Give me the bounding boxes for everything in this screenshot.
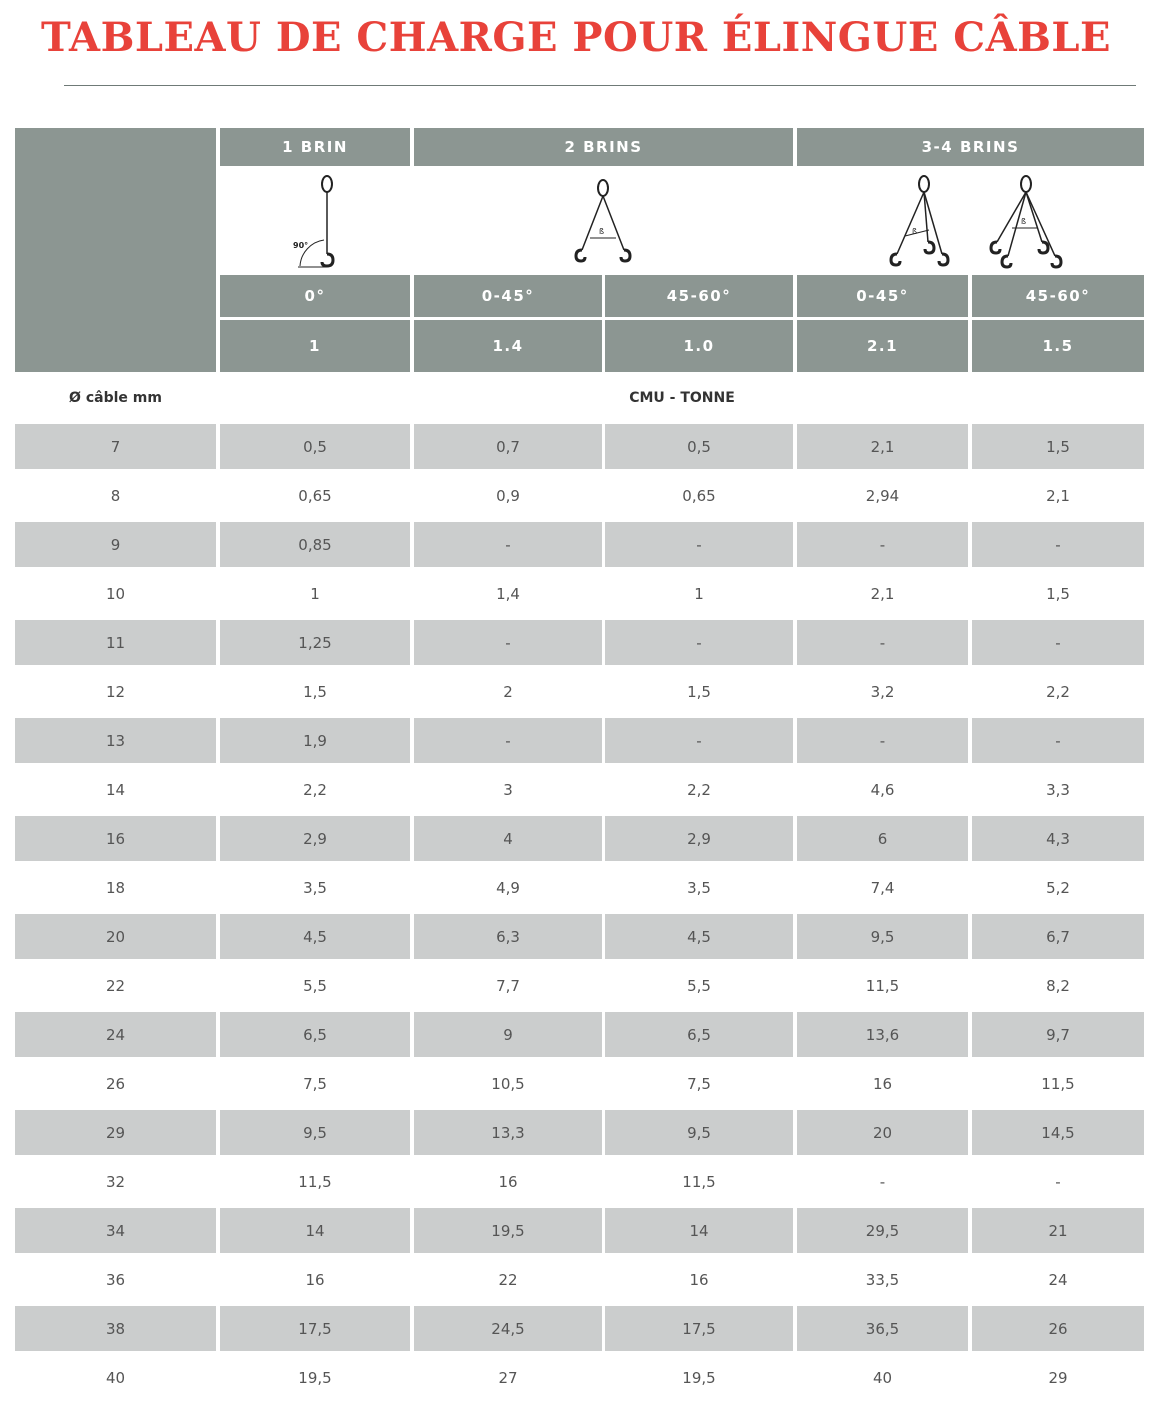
cell-2-brins-0-45: 2 [414,669,602,714]
angle-cell: 0° [220,275,410,317]
cell-1-brin-0: 14 [220,1208,410,1253]
cell-3-4-brins-45-60: - [972,620,1144,665]
multi-leg-sling-icon [797,166,1144,274]
cell-3-4-brins-0-45: - [797,620,968,665]
cell-1-brin-0: 5,5 [220,963,410,1008]
cell-diameter: 22 [15,963,216,1008]
cell-2-brins-45-60: 9,5 [605,1110,793,1155]
diagram-2-brins [414,166,793,274]
cell-1-brin-0: 9,5 [220,1110,410,1155]
cell-1-brin-0: 1,25 [220,620,410,665]
cell-2-brins-45-60: 14 [605,1208,793,1253]
cell-3-4-brins-0-45: 3,2 [797,669,968,714]
cell-3-4-brins-0-45: 16 [797,1061,968,1106]
diagram-3-4-brins [797,166,1144,274]
cell-2-brins-45-60: 5,5 [605,963,793,1008]
cell-2-brins-45-60: 6,5 [605,1012,793,1057]
cell-3-4-brins-45-60: 24 [972,1257,1144,1302]
cell-3-4-brins-45-60: 2,1 [972,473,1144,518]
cell-1-brin-0: 4,5 [220,914,410,959]
cell-diameter: 12 [15,669,216,714]
diameter-label: Ø câble mm [69,390,162,406]
diagram-1-brin [220,166,410,274]
cell-2-brins-0-45: 4 [414,816,602,861]
cell-3-4-brins-0-45: 36,5 [797,1306,968,1351]
factor-cell: 1 [220,320,410,372]
cell-1-brin-0: 0,5 [220,424,410,469]
cell-3-4-brins-0-45: - [797,1159,968,1204]
cell-3-4-brins-45-60: 21 [972,1208,1144,1253]
cell-3-4-brins-0-45: 29,5 [797,1208,968,1253]
cell-2-brins-0-45: 16 [414,1159,602,1204]
angle-cell: 45-60° [605,275,793,317]
cell-3-4-brins-0-45: 2,1 [797,571,968,616]
cell-3-4-brins-0-45: 13,6 [797,1012,968,1057]
cell-3-4-brins-45-60: - [972,522,1144,567]
cell-2-brins-45-60: 1,5 [605,669,793,714]
cell-3-4-brins-0-45: - [797,718,968,763]
cell-diameter: 13 [15,718,216,763]
factor-cell: 1.0 [605,320,793,372]
cell-diameter: 11 [15,620,216,665]
cell-3-4-brins-0-45: 2,94 [797,473,968,518]
cell-diameter: 18 [15,865,216,910]
cell-2-brins-0-45: 10,5 [414,1061,602,1106]
cell-1-brin-0: 11,5 [220,1159,410,1204]
cell-diameter: 9 [15,522,216,567]
cell-3-4-brins-0-45: - [797,522,968,567]
group-header-1-brin: 1 BRIN [220,128,410,166]
cell-2-brins-45-60: - [605,718,793,763]
cell-2-brins-0-45: 27 [414,1355,602,1400]
single-leg-sling-icon [220,166,410,274]
factor-cell: 1.4 [414,320,602,372]
beta-label: ß [912,227,918,236]
cell-diameter: 32 [15,1159,216,1204]
cell-diameter: 40 [15,1355,216,1400]
cell-2-brins-45-60: 2,9 [605,816,793,861]
cell-diameter: 8 [15,473,216,518]
angle-cell: 0-45° [414,275,602,317]
cell-3-4-brins-45-60: 4,3 [972,816,1144,861]
cell-2-brins-0-45: 19,5 [414,1208,602,1253]
cell-2-brins-0-45: 24,5 [414,1306,602,1351]
cell-2-brins-45-60: 16 [605,1257,793,1302]
cell-diameter: 38 [15,1306,216,1351]
cell-diameter: 36 [15,1257,216,1302]
cell-3-4-brins-45-60: 6,7 [972,914,1144,959]
title-divider [64,85,1136,86]
cell-3-4-brins-45-60: 29 [972,1355,1144,1400]
cell-2-brins-0-45: 9 [414,1012,602,1057]
cell-3-4-brins-45-60: 11,5 [972,1061,1144,1106]
header-corner-cell [15,128,216,372]
cell-3-4-brins-0-45: 7,4 [797,865,968,910]
cell-diameter: 20 [15,914,216,959]
cell-1-brin-0: 1,9 [220,718,410,763]
cell-2-brins-0-45: 1,4 [414,571,602,616]
cell-2-brins-0-45: 13,3 [414,1110,602,1155]
cell-2-brins-45-60: 0,65 [605,473,793,518]
cell-3-4-brins-0-45: 4,6 [797,767,968,812]
cell-3-4-brins-0-45: 2,1 [797,424,968,469]
cell-diameter: 14 [15,767,216,812]
cell-1-brin-0: 17,5 [220,1306,410,1351]
page-title: TABLEAU DE CHARGE POUR ÉLINGUE CÂBLE [40,14,1112,61]
cell-diameter: 10 [15,571,216,616]
beta-label: ß [1021,217,1027,226]
cell-2-brins-45-60: 4,5 [605,914,793,959]
cell-3-4-brins-0-45: 11,5 [797,963,968,1008]
cell-2-brins-45-60: - [605,620,793,665]
cell-2-brins-45-60: 2,2 [605,767,793,812]
factor-cell: 2.1 [797,320,968,372]
cell-3-4-brins-0-45: 33,5 [797,1257,968,1302]
cell-2-brins-0-45: 0,9 [414,473,602,518]
cell-2-brins-45-60: 7,5 [605,1061,793,1106]
group-header-3-4-brins: 3-4 BRINS [797,128,1144,166]
cell-1-brin-0: 1,5 [220,669,410,714]
two-leg-sling-icon [414,166,793,274]
cell-1-brin-0: 6,5 [220,1012,410,1057]
cell-3-4-brins-45-60: 5,2 [972,865,1144,910]
angle-cell: 45-60° [972,275,1144,317]
cell-1-brin-0: 0,65 [220,473,410,518]
unit-label: CMU - TONNE [629,390,735,406]
cell-2-brins-45-60: 1 [605,571,793,616]
group-header-2-brins: 2 BRINS [414,128,793,166]
cell-diameter: 29 [15,1110,216,1155]
cell-2-brins-0-45: - [414,718,602,763]
cell-3-4-brins-45-60: - [972,1159,1144,1204]
angle-cell: 0-45° [797,275,968,317]
cell-3-4-brins-45-60: 14,5 [972,1110,1144,1155]
cell-2-brins-0-45: 6,3 [414,914,602,959]
cell-3-4-brins-0-45: 20 [797,1110,968,1155]
cell-3-4-brins-45-60: 2,2 [972,669,1144,714]
cell-3-4-brins-45-60: - [972,718,1144,763]
cell-3-4-brins-0-45: 9,5 [797,914,968,959]
cell-2-brins-0-45: 3 [414,767,602,812]
cell-3-4-brins-45-60: 9,7 [972,1012,1144,1057]
cell-2-brins-0-45: 22 [414,1257,602,1302]
cell-3-4-brins-45-60: 3,3 [972,767,1144,812]
cell-3-4-brins-0-45: 6 [797,816,968,861]
factor-cell: 1.5 [972,320,1144,372]
cell-diameter: 16 [15,816,216,861]
cell-1-brin-0: 1 [220,571,410,616]
cell-diameter: 34 [15,1208,216,1253]
cell-1-brin-0: 2,2 [220,767,410,812]
cell-1-brin-0: 3,5 [220,865,410,910]
angle-90-label: 90° [293,241,309,250]
cell-diameter: 24 [15,1012,216,1057]
cell-3-4-brins-45-60: 26 [972,1306,1144,1351]
cell-2-brins-45-60: 19,5 [605,1355,793,1400]
cell-2-brins-0-45: 4,9 [414,865,602,910]
cell-2-brins-0-45: 0,7 [414,424,602,469]
cell-2-brins-45-60: 17,5 [605,1306,793,1351]
cell-3-4-brins-45-60: 1,5 [972,424,1144,469]
cell-diameter: 7 [15,424,216,469]
cell-3-4-brins-45-60: 8,2 [972,963,1144,1008]
cell-1-brin-0: 16 [220,1257,410,1302]
cell-diameter: 26 [15,1061,216,1106]
cell-2-brins-45-60: 3,5 [605,865,793,910]
cell-1-brin-0: 0,85 [220,522,410,567]
cell-2-brins-45-60: - [605,522,793,567]
cell-2-brins-0-45: 7,7 [414,963,602,1008]
beta-label: ß [599,227,605,236]
cell-2-brins-0-45: - [414,522,602,567]
cell-2-brins-0-45: - [414,620,602,665]
cell-3-4-brins-45-60: 1,5 [972,571,1144,616]
cell-2-brins-45-60: 0,5 [605,424,793,469]
cell-3-4-brins-0-45: 40 [797,1355,968,1400]
cell-2-brins-45-60: 11,5 [605,1159,793,1204]
cell-1-brin-0: 2,9 [220,816,410,861]
cell-1-brin-0: 7,5 [220,1061,410,1106]
cell-1-brin-0: 19,5 [220,1355,410,1400]
